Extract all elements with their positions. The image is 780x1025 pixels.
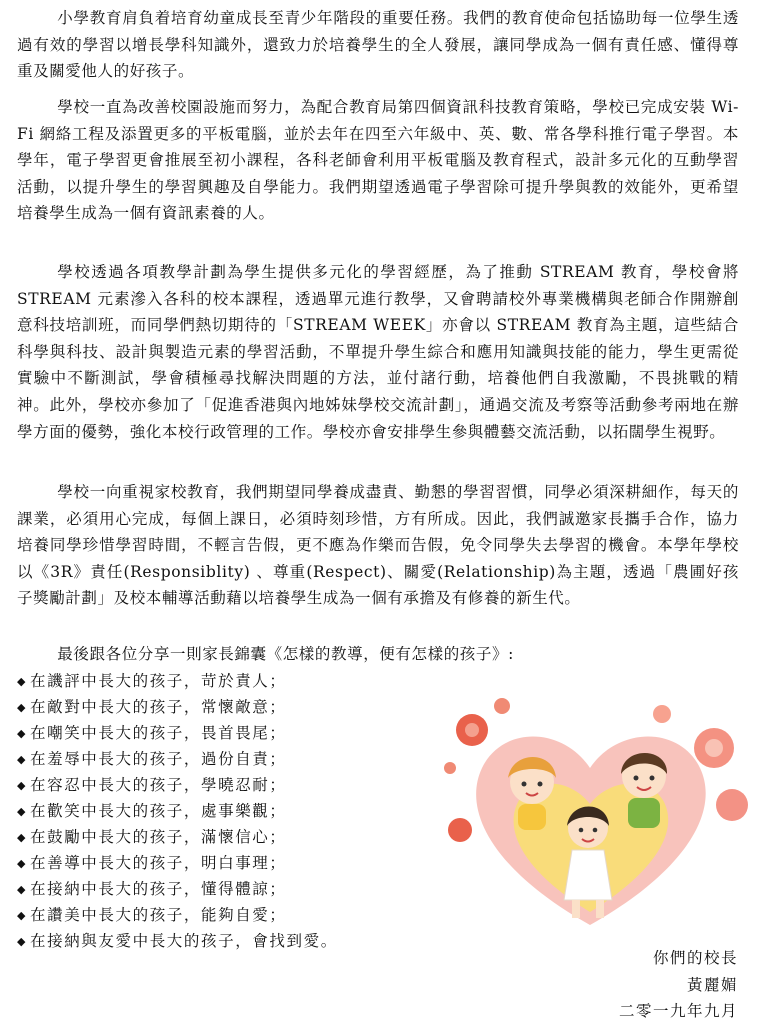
signature-block [619, 945, 738, 1025]
poem-line: ◆ 在敵對中長大的孩子，常懷敵意； [17, 694, 437, 720]
signature-name: 黃麗媚 [686, 975, 738, 994]
diamond-bullet-icon: ◆ [17, 753, 26, 766]
diamond-bullet-icon: ◆ [17, 675, 26, 688]
poem-line: ◆ 在羞辱中長大的孩子，過份自責； [17, 746, 437, 772]
diamond-bullet-icon: ◆ [17, 857, 26, 870]
paragraph-stream: 學校透過各項教學計劃為學生提供多元化的學習經歷，為了推動 STREAM 教育，學校會將 STREAM 元素滲入各科的校本課程，透過單元進行教學，又會聘請校外專業機構與老師合作開辦創意科技培訓班，而同學們熱切期待的「STREAM WEEK」亦會以 STREAM 教育為主題，這些結合科學與科技、設計與製造元素的學習活動，不單提升學生綜合和應用知識與技能的能力，學生更需從實驗中不斷測試，學會積極尋找解決問題的方法，並付諸行動，培養他們自我激勵，不畏挑戰的精神。此外，學校亦參加了「促進香港與內地姊妹學校交流計劃」，通過交流及考察等活動參考兩地在辦學方面的優勢，強化本校行政管理的工作。學校亦會安排學生參與體藝交流活動，以拓闊學生視野。 [17, 263, 739, 441]
poem-line: ◆ 在嘲笑中長大的孩子，畏首畏尾； [17, 720, 437, 746]
diamond-bullet-icon: ◆ [17, 701, 26, 714]
diamond-bullet-icon: ◆ [17, 727, 26, 740]
poem-line: ◆ 在接納中長大的孩子，懂得體諒； [17, 876, 437, 902]
paragraph-mission: 小學教育肩負着培育幼童成長至青少年階段的重要任務。我們的教育使命包括協助每一位學生透過有效的學習以增長學科知識外，還致力於培養學生的全人發展，讓同學成為一個有責任感、懂得尊重及關愛他人的好孩子。 [17, 9, 739, 81]
diamond-bullet-icon: ◆ [17, 805, 26, 818]
poem-line: ◆ 在接納與友愛中長大的孩子，會找到愛。 [17, 928, 437, 954]
signature-date: 二零一九年九月 [618, 1002, 738, 1020]
signature-title: 你們的校長 [652, 949, 738, 967]
poem-line: ◆ 在容忍中長大的孩子，學曉忍耐； [17, 772, 437, 798]
poem-line: ◆ 在歡笑中長大的孩子，處事樂觀； [17, 798, 437, 824]
children-heart-illustration [432, 690, 748, 940]
poem-intro: 最後跟各位分享一則家長錦囊《怎樣的教導，便有怎樣的孩子》: [57, 645, 514, 663]
diamond-bullet-icon: ◆ [17, 779, 26, 792]
paragraph-e-learning: 學校一直為改善校園設施而努力，為配合教育局第四個資訊科技教育策略，學校已完成安裝 Wi-Fi 網絡工程及添置更多的平板電腦，並於去年在四至六年級中、英、數、常各學科推行電子學習。本學年，電子學習更會推展至初小課程，各科老師會利用平板電腦及教育程式，設計多元化的互動學習活動，以提升學生的學習興趣及自學能力。我們期望透過電子學習除可提升學與教的效能外，更希望培養學生成為一個有資訊素養的人。 [17, 98, 739, 223]
paragraph-home-school: 學校一向重視家校教育，我們期望同學養成盡責、勤懇的學習習慣，同學必須深耕細作，每天的課業，必須用心完成，每個上課日，必須時刻珍惜，方有所成。因此，我們誠邀家長攜手合作，協力培養同學珍惜學習時間，不輕言告假，更不應為作樂而告假，免令同學失去學習的機會。本學年學校以《3R》責任(Responsiblity) 、尊重(Respect)、關愛(Relationship)為主題，透過「農圃好孩子獎勵計劃」及校本輔導活動藉以培養學生成為一個有承擔及有修養的新生代。 [17, 483, 739, 608]
diamond-bullet-icon: ◆ [17, 831, 26, 844]
diamond-bullet-icon: ◆ [17, 935, 26, 948]
diamond-bullet-icon: ◆ [17, 883, 26, 896]
poem-line: ◆ 在鼓勵中長大的孩子，滿懷信心； [17, 824, 437, 850]
poem-line: ◆ 在善導中長大的孩子，明白事理； [17, 850, 437, 876]
poem-line: ◆ 在讚美中長大的孩子，能夠自愛； [17, 902, 437, 928]
poem-line: ◆ 在譏評中長大的孩子，苛於責人； [17, 668, 437, 694]
poem-list [17, 668, 437, 954]
diamond-bullet-icon: ◆ [17, 909, 26, 922]
